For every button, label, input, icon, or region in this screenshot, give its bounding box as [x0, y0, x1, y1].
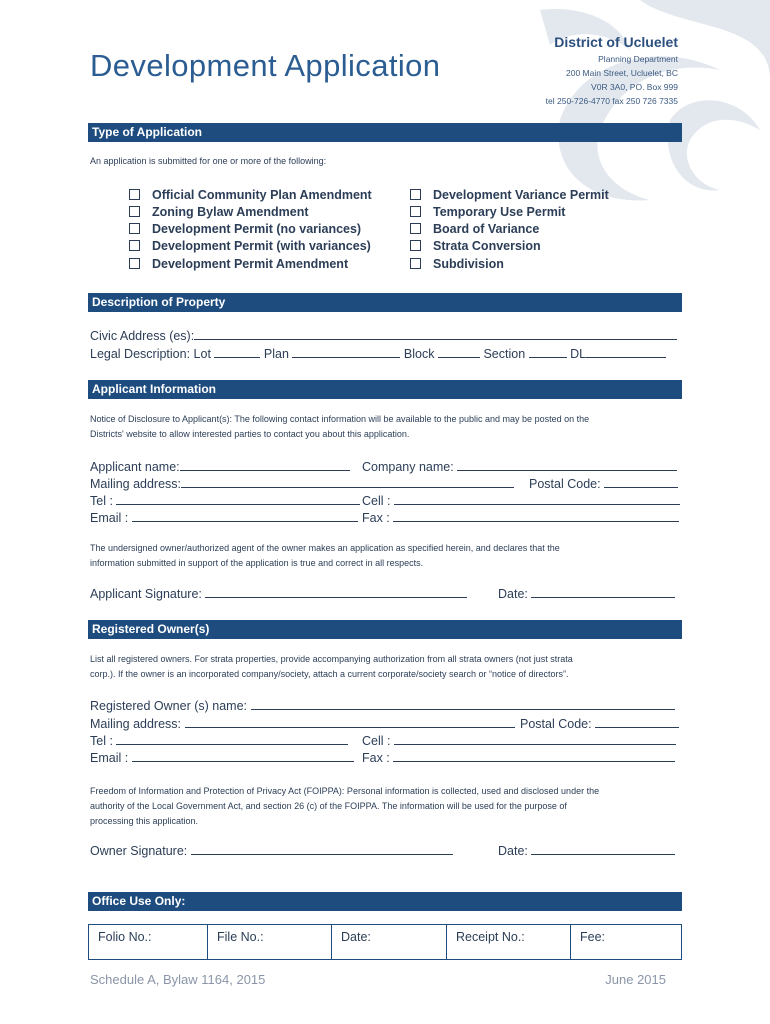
owner-date-field[interactable]: Date: [498, 843, 675, 858]
company-name-field[interactable]: Company name: [362, 459, 677, 474]
checkbox-zoning-amendment[interactable]: Zoning Bylaw Amendment [129, 205, 309, 219]
civic-address-field[interactable]: Civic Address (es): [90, 328, 677, 343]
file-cell[interactable]: File No.: [208, 925, 332, 959]
checkbox-icon[interactable] [129, 240, 140, 251]
owner-tel-field[interactable]: Tel : [90, 733, 348, 748]
cell-line[interactable] [394, 493, 680, 505]
footer-date: June 2015 [605, 972, 666, 987]
checkbox-icon[interactable] [129, 189, 140, 200]
checkbox-subdivision[interactable]: Subdivision [410, 257, 504, 271]
checkbox-ocp-amendment[interactable]: Official Community Plan Amendment [129, 188, 372, 202]
footer-bylaw: Schedule A, Bylaw 1164, 2015 [90, 972, 266, 987]
section-line[interactable] [529, 346, 567, 358]
section-header-office: Office Use Only: [88, 892, 682, 911]
checkbox-icon[interactable] [410, 223, 421, 234]
lot-line[interactable] [214, 346, 260, 358]
checkbox-icon[interactable] [410, 206, 421, 217]
disclosure-notice: Notice of Disclosure to Applicant(s): The following contact information will be available to the public and may be posted on the Districts' website to allow interested parties to contact you about this application. [90, 414, 590, 439]
folio-cell[interactable]: Folio No.: [89, 925, 208, 959]
plan-line[interactable] [292, 346, 400, 358]
org-contact-block [546, 34, 678, 106]
department: Planning Department [598, 54, 678, 64]
section-header-property: Description of Property [88, 293, 682, 312]
civic-address-line[interactable] [194, 328, 677, 340]
owner-email-field[interactable]: Email : [90, 750, 354, 765]
owner-cell-line[interactable] [394, 733, 676, 745]
checkbox-temporary-use[interactable]: Temporary Use Permit [410, 205, 565, 219]
office-use-table [88, 924, 682, 960]
section-header-applicant: Applicant Information [88, 380, 682, 399]
owner-fax-line[interactable] [393, 750, 675, 762]
postal-code-line[interactable] [604, 476, 678, 488]
owner-tel-line[interactable] [116, 733, 348, 745]
cell-field[interactable]: Cell : [362, 493, 680, 508]
org-name: District of Ucluelet [554, 34, 678, 50]
date-cell[interactable]: Date: [332, 925, 447, 959]
fax-line[interactable] [393, 510, 679, 522]
checkbox-icon[interactable] [410, 240, 421, 251]
checkbox-dp-amendment[interactable]: Development Permit Amendment [129, 257, 348, 271]
owner-name-line[interactable] [251, 698, 675, 710]
fee-cell[interactable]: Fee: [580, 930, 606, 944]
owner-cell-field[interactable]: Cell : [362, 733, 676, 748]
mailing-address-line[interactable] [181, 476, 514, 488]
applicant-signature-line[interactable] [205, 586, 467, 598]
checkbox-icon[interactable] [129, 258, 140, 269]
declaration: The undersigned owner/authorized agent of the owner makes an application as specified herein, and declares that the information submitted in support of the application is true and correct in all respects. [90, 543, 560, 568]
owner-name-field[interactable]: Registered Owner (s) name: [90, 698, 675, 713]
applicant-date-line[interactable] [531, 586, 675, 598]
owner-mailing-field[interactable]: Mailing address: [90, 716, 515, 731]
checkbox-icon[interactable] [129, 206, 140, 217]
applicant-name-line[interactable] [180, 459, 350, 471]
mailing-address-field[interactable]: Mailing address: [90, 476, 514, 491]
email-field[interactable]: Email : [90, 510, 358, 525]
phone-fax: tel 250-726-4770 fax 250 726 7335 [545, 96, 678, 106]
owners-note: List all registered owners. For strata properties, provide accompanying authorization from all strata owners (not just strata corp.). If the owner is an incorporated company/society, attach a current corporate/society search or “notice of directors”. [90, 654, 573, 679]
applicant-name-field[interactable]: Applicant name: [90, 459, 350, 474]
owner-email-line[interactable] [132, 750, 354, 762]
checkbox-icon[interactable] [129, 223, 140, 234]
checkbox-icon[interactable] [410, 189, 421, 200]
section-header-owners: Registered Owner(s) [88, 620, 682, 639]
foippa-notice: Freedom of Information and Protection of Privacy Act (FOIPPA): Personal information is collected, used and disclosed under the authority of the Local Government Act, and section 26 (c) of the FOIPPA. The information will be used for the purpose of processing this application. [90, 786, 600, 826]
owner-postal-field[interactable]: Postal Code: [520, 716, 679, 731]
owner-mailing-line[interactable] [185, 716, 515, 728]
owner-signature-line[interactable] [191, 843, 453, 855]
dl-line[interactable] [586, 346, 666, 358]
checkbox-dp-with-variances[interactable]: Development Permit (with variances) [129, 239, 371, 253]
owner-signature-field[interactable]: Owner Signature: [90, 843, 453, 858]
receipt-cell[interactable]: Receipt No.: [447, 925, 571, 959]
applicant-signature-field[interactable]: Applicant Signature: [90, 586, 467, 601]
owner-date-line[interactable] [531, 843, 675, 855]
address-line-1: 200 Main Street, Ucluelet, BC [566, 68, 678, 78]
page-title: Development Application [90, 48, 441, 83]
legal-description-field[interactable]: Legal Description: Lot Plan Block Section DL [90, 346, 666, 361]
checkbox-strata-conversion[interactable]: Strata Conversion [410, 239, 541, 253]
applicant-date-field[interactable]: Date: [498, 586, 675, 601]
tel-field[interactable]: Tel : [90, 493, 360, 508]
block-line[interactable] [438, 346, 480, 358]
checkbox-dvp[interactable]: Development Variance Permit [410, 188, 609, 202]
email-line[interactable] [132, 510, 358, 522]
owner-fax-field[interactable]: Fax : [362, 750, 675, 765]
section-header-type: Type of Application [88, 123, 682, 142]
tel-line[interactable] [116, 493, 360, 505]
checkbox-icon[interactable] [410, 258, 421, 269]
postal-code-field[interactable]: Postal Code: [529, 476, 678, 491]
fax-field[interactable]: Fax : [362, 510, 679, 525]
checkbox-dp-no-variances[interactable]: Development Permit (no variances) [129, 222, 361, 236]
owner-postal-line[interactable] [595, 716, 679, 728]
address-line-2: V0R 3A0, PO. Box 999 [591, 82, 678, 92]
type-intro: An application is submitted for one or more of the following: [90, 156, 327, 166]
company-name-line[interactable] [457, 459, 677, 471]
checkbox-board-of-variance[interactable]: Board of Variance [410, 222, 539, 236]
